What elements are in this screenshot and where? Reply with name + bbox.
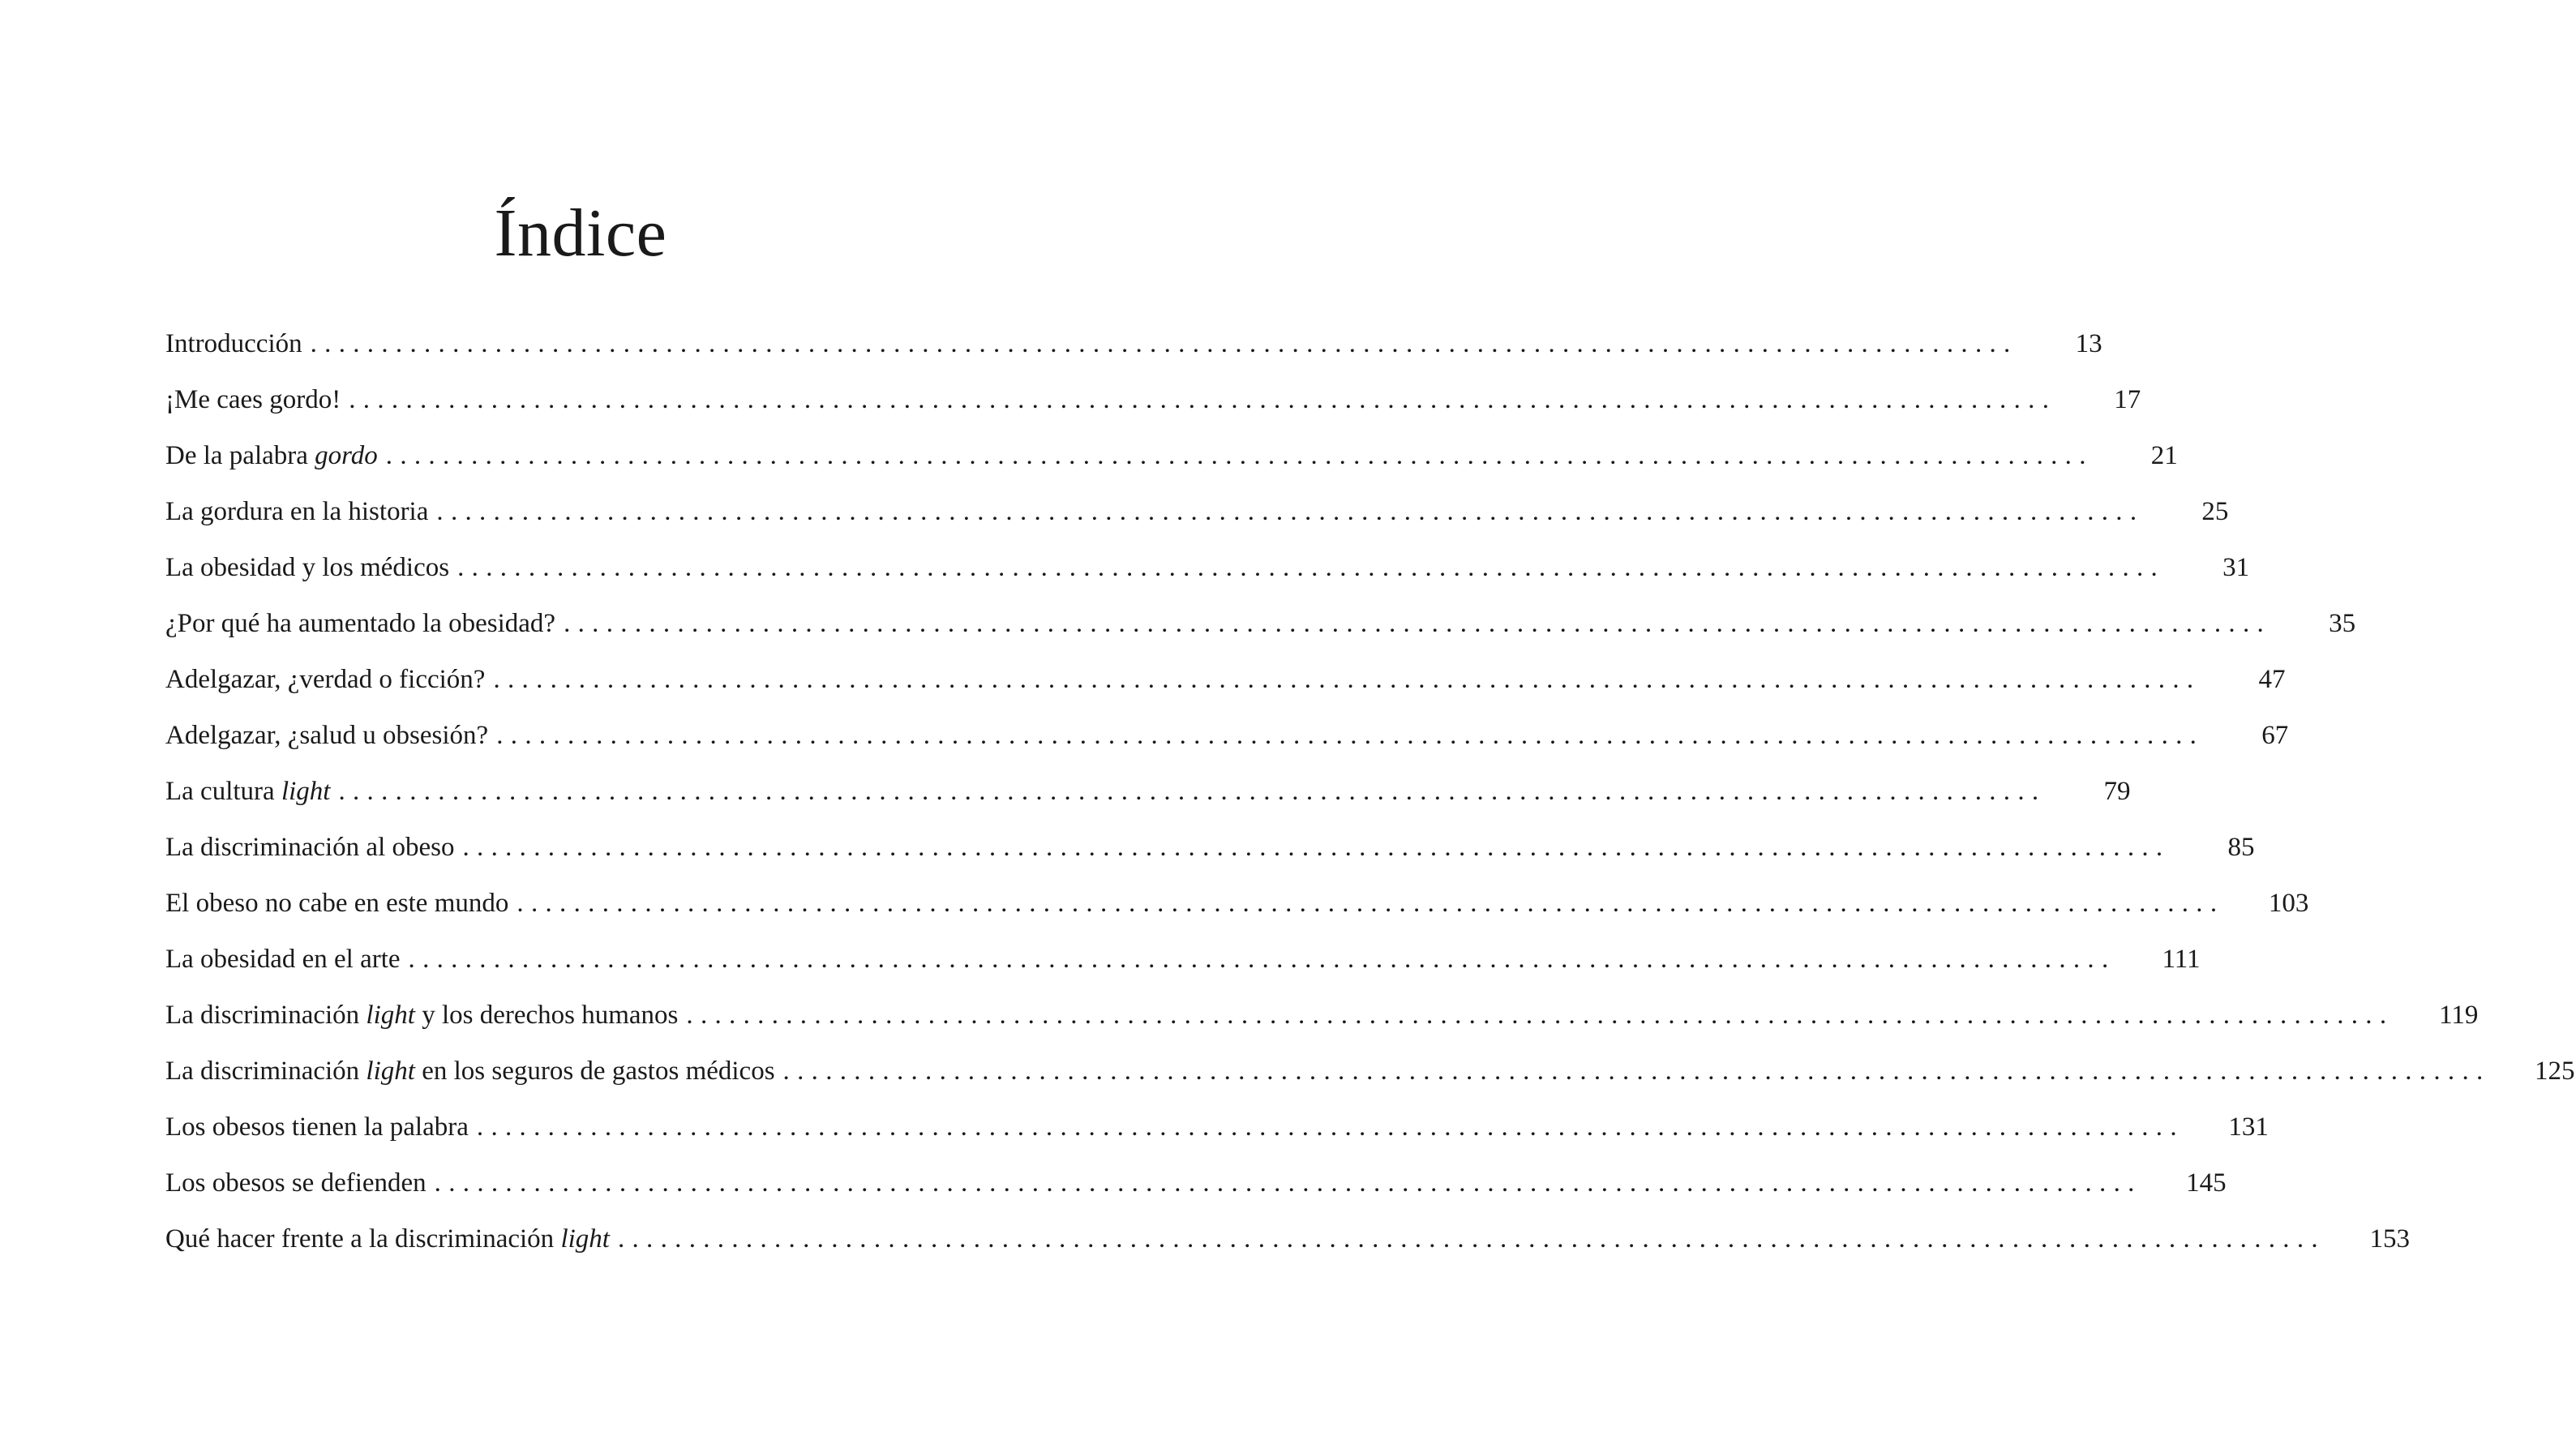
toc-entry-title: El obeso no cabe en este mundo	[165, 889, 509, 918]
toc-entry-title: ¿Por qué ha aumentado la obesidad?	[165, 609, 556, 638]
dot-leader: ........................................................................................................................	[310, 329, 2018, 358]
toc-entry-title: La discriminación light en los seguros de gastos médicos	[165, 1057, 775, 1086]
toc-entry	[165, 609, 2356, 666]
toc-page-number: 145	[2186, 1168, 2227, 1198]
toc-entry-title: De la palabra gordo	[165, 441, 378, 470]
toc-entry	[165, 665, 2286, 722]
toc-entry-title: Adelgazar, ¿verdad o ficción?	[165, 665, 486, 694]
toc-entry	[165, 945, 2201, 1002]
toc-page-number: 103	[2268, 889, 2309, 918]
toc-entry-title: Adelgazar, ¿salud u obsesión?	[165, 721, 489, 750]
table-of-contents	[165, 329, 2575, 1282]
toc-entry	[165, 889, 2309, 946]
toc-entry	[165, 441, 2178, 499]
toc-page-number: 21	[2150, 441, 2178, 470]
dot-leader: ........................................................................................................................	[617, 1224, 2325, 1254]
toc-entry-title: La gordura en la historia	[165, 497, 429, 526]
dot-leader: ........................................................................................................................	[516, 889, 2225, 918]
toc-entry	[165, 833, 2255, 890]
toc-entry	[165, 553, 2250, 611]
toc-page-number: 17	[2114, 385, 2141, 414]
toc-entry-title: Qué hacer frente a la discriminación light	[165, 1224, 610, 1254]
page-title: Índice	[494, 195, 667, 271]
dot-leader: ........................................................................................................................	[349, 385, 2057, 414]
toc-entry	[165, 1001, 2479, 1058]
toc-entry	[165, 1057, 2575, 1114]
toc-page-number: 85	[2227, 833, 2255, 862]
toc-entry-title: La obesidad en el arte	[165, 945, 401, 974]
toc-entry	[165, 329, 2102, 387]
toc-page-number: 25	[2201, 497, 2229, 526]
toc-page-number: 35	[2329, 609, 2356, 638]
toc-entry	[165, 1224, 2410, 1282]
toc-page-number: 13	[2075, 329, 2102, 358]
dot-leader: ........................................................................................................................	[493, 665, 2201, 694]
toc-page-number: 79	[2103, 777, 2131, 806]
toc-entry	[165, 1112, 2269, 1170]
toc-entry	[165, 777, 2131, 834]
toc-entry-title: La discriminación light y los derechos humanos	[165, 1001, 679, 1030]
dot-leader: ........................................................................................................................	[462, 833, 2171, 862]
toc-page-number: 153	[2369, 1224, 2410, 1254]
dot-leader: ........................................................................................................................	[434, 1168, 2142, 1198]
dot-leader: ........................................................................................................................	[476, 1112, 2184, 1142]
toc-entry-title: Introducción	[165, 329, 302, 358]
dot-leader: ........................................................................................................................	[408, 945, 2116, 974]
toc-page-number: 47	[2258, 665, 2286, 694]
dot-leader: ........................................................................................................................	[457, 553, 2166, 582]
toc-entry-title: La discriminación al obeso	[165, 833, 455, 862]
toc-page-number: 131	[2228, 1112, 2269, 1142]
dot-leader: ........................................................................................................................	[496, 721, 2205, 750]
toc-page-number: 119	[2439, 1001, 2479, 1030]
toc-page-number: 111	[2162, 945, 2201, 974]
toc-entry	[165, 497, 2229, 555]
dot-leader: ........................................................................................................................	[338, 777, 2047, 806]
toc-entry-title: La cultura light	[165, 777, 331, 806]
toc-entry	[165, 721, 2289, 778]
toc-entry-title: La obesidad y los médicos	[165, 553, 450, 582]
dot-leader: ........................................................................................................................	[564, 609, 2272, 638]
toc-page-number: 125	[2535, 1057, 2575, 1086]
dot-leader: ........................................................................................................................	[436, 497, 2145, 526]
dot-leader: ........................................................................................................................	[782, 1057, 2491, 1086]
toc-entry-title: Los obesos se defienden	[165, 1168, 426, 1198]
toc-entry	[165, 1168, 2227, 1226]
dot-leader: ........................................................................................................................	[385, 441, 2094, 470]
dot-leader: ........................................................................................................................	[686, 1001, 2394, 1030]
toc-page-number: 67	[2261, 721, 2289, 750]
toc-entry	[165, 385, 2141, 443]
toc-page-number: 31	[2222, 553, 2250, 582]
toc-entry-title: Los obesos tienen la palabra	[165, 1112, 469, 1142]
toc-entry-title: ¡Me caes gordo!	[165, 385, 341, 414]
